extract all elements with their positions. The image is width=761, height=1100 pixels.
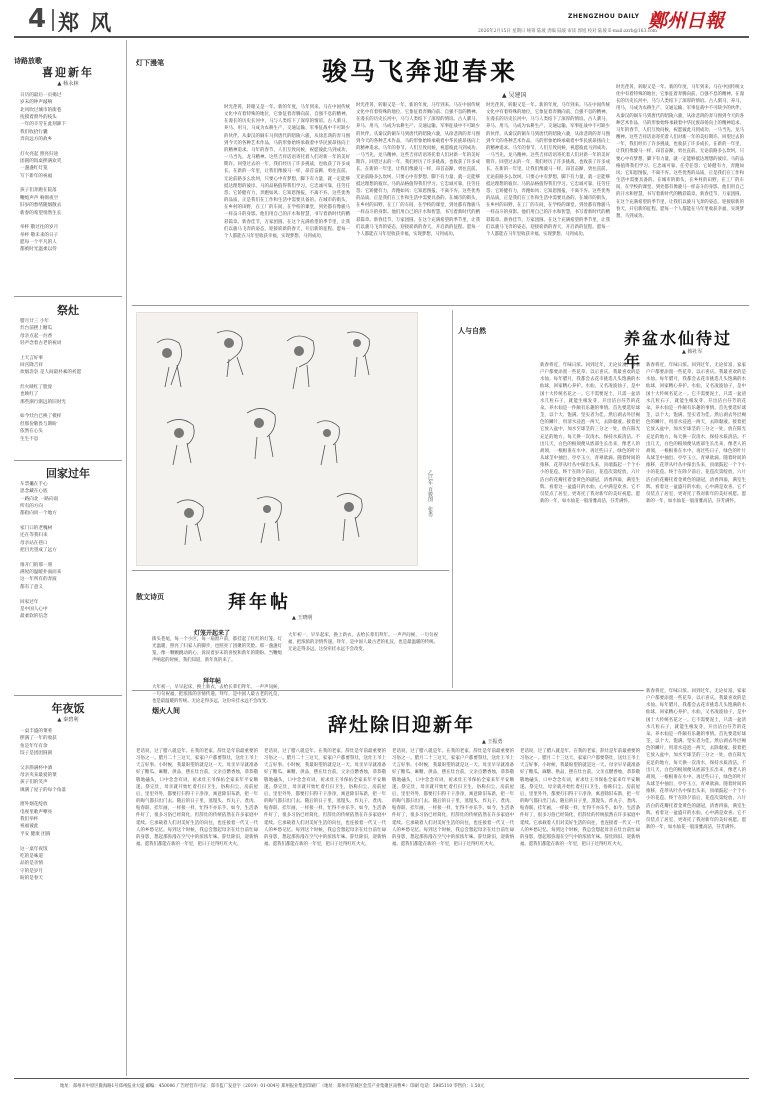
masthead-pinyin: ZHENGZHOU DAILY [568,13,640,20]
essay-author: ▲ 王晓明 [292,615,313,621]
nature-left-rule [452,310,453,688]
poem-2-body: 腊月廿三 小年 灶台前摆上糖瓜 母亲点起一炷香 轻声念着古老的祝词 上天言好事 回宫降吉祥 炊烟袅袅 是人间最朴素的祈愿 灶火映红了脸庞 也映红了 那些渐行渐远的旧时光 如今灶台已换了模样 但那份敬畏与期盼 依然在心头 生生不息 [20,319,82,442]
poem-3-body: 车票攥在手心 思念藏在心底 一路向北 一路向南 所有的方向 都指向同一个地方 家门口的老槐树 还在等我归来 母亲站在巷口 把目光望成了远方 推开门的那一刻 满屋的温暖扑面而来 这一年所有的奔波 都有了意义 回家过年 是中国人心中 最柔软的信念 [20,482,62,620]
bottom-body-col-3: 老话说，过了腊八就是年。在我的老家，辞灶是年前最重要的习俗之一。腊月二十三这天，家家户户都要祭灶，送灶王爷上天言好事。小时候，我最盼望的就是这一天。母亲早早就准备好了糖瓜、麻糖、供品，摆在灶台前。父亲点燃香烛，恭恭敬敬地磕头，口中念念有词，祈求灶王爷保佑全家来年平安顺遂。祭完灶，母亲就开始忙着打扫卫生，俗称扫尘。房前屋后，里里外外，都要打扫得干干净净，寓意除旧布新，把一年的晦气都扫出门去。随后的日子里，蒸馒头、炸丸子、煮肉、贴春联、挂年画，一样接一样，忙得不亦乐乎。如今，生活条件好了，很多习俗已经简化，但辞灶的传统依然在许多家庭中延续。它承载着人们对美好生活的向往，也连接着一代又一代人的乡愁记忆。每到这个时候，我总会想起母亲在灶台前忙碌的身影，想起那弥漫在空气中的浓浓年味。辞灶除旧，迎新纳福。愿我们都能在新的一年里，把日子过得红红火火。 [392,749,514,848]
horse-painting-svg [137,313,419,567]
essay-body-3: 大年初一，早早起床，换上新衣，去给长辈们拜年。一声声问候，一句句祝福，把浓浓的亲情传递。拜年，是中国人最古老的礼仪，也是最温暖的传统。无论走得多远，这份牵挂永远不会改变。 [288,633,438,653]
poem-1-body: 日历的最后一页揭过 岁末的钟声敲响 北风吹过城市的街巷 抚摸着窗外的枝头 一年的辛劳在此刻卸下 我们收拾行囊 奔向远方的故乡 灯火亮起 照亮归途 团圆的饭桌摆满欢笑 一盏盏红灯笼 写下新年的祝福 孩子们奔跑在院落 鞭炮声声 响彻夜空 旧岁的愁绪随烟散去 新春的希望悄然生长 举杯 敬过往的岁月 举杯 敬未来的日子 愿每一个平凡的人 都被时光温柔以待 [20,93,66,253]
lead-body-col-2: 时光荏苒，转眼又是一年。新的年度，马年到来。马在中国传统文化中有着特殊的地位，它象征着奔腾向前、自强不息的精神。在漫长的历史长河中，马与人类结下了深厚的情谊。古人驯马、养马、用马，马成为农耕生产、交通运输、军事征战中不可缺少的伙伴。从秦汉的铜车马到唐代的昭陵六骏，从徐悲鸿的奔马图到今天的各种艺术作品，马的形象始终承载着中华民族昂扬向上的精神追求。马年的春节，人们互致问候，祝愿彼此马到成功、一马当先、龙马精神。这些吉祥话语寄托着人们对新一年的美好期许。回望过去的一年，我们经历了许多挑战，也收获了许多成长。在新的一年里，让我们像骏马一样，昂首奋蹄，勇往直前。无论前路多么坎坷，只要心中有梦想，脚下有力量，就一定能够抵达理想的彼岸。马的品格值得我们学习。它忠诚可靠，任劳任怨；它矫健有力，奔跑如风；它知恩图报，不离不弃。这些优秀的品质，正是我们在工作和生活中需要具备的。在城市的街头，在乡村的田野，在工厂的车间，在学校的课堂，到处都有像骏马一样奋斗的身影。他们用自己的汗水和智慧，书写着新时代的精彩篇章。新春佳节，万家团圆。在这个充满希望的季节里，让我们以骏马飞奔的姿态，迎接崭新的春天，开启新的征程。愿每一个人都能在马年里收获幸福，实现梦想，马到成功。 [356,103,480,237]
page-header [0,0,761,40]
bottom-body-col-1: 老话说，过了腊八就是年。在我的老家，辞灶是年前最重要的习俗之一。腊月二十三这天，家家户户都要祭灶，送灶王爷上天言好事。小时候，我最盼望的就是这一天。母亲早早就准备好了糖瓜、麻糖、供品，摆在灶台前。父亲点燃香烛，恭恭敬敬地磕头，口中念念有词，祈求灶王爷保佑全家来年平安顺遂。祭完灶，母亲就开始忙着打扫卫生，俗称扫尘。房前屋后，里里外外，都要打扫得干干净净，寓意除旧布新，把一年的晦气都扫出门去。随后的日子里，蒸馒头、炸丸子、煮肉、贴春联、挂年画，一样接一样，忙得不亦乐乎。如今，生活条件好了，很多习俗已经简化，但辞灶的传统依然在许多家庭中延续。它承载着人们对美好生活的向往，也连接着一代又一代人的乡愁记忆。每到这个时候，我总会想起母亲在灶台前忙碌的身影，想起那弥漫在空气中的浓浓年味。辞灶除旧，迎新纳福。愿我们都能在新的一年里，把日子过得红红火火。 [136,749,258,848]
bottom-author: ▲ 王振勇 [482,739,503,745]
bottom-top-rule [132,690,644,691]
left-column [14,40,122,1076]
column-label-essay: 散文诗页 [136,592,164,601]
poem-3-title: 回家过年 [46,467,90,480]
essay-title: 拜年帖 [228,592,291,613]
column-label-lamp: 灯下漫笔 [136,58,164,67]
essay-subtitle-1: 灯笼开起来了 [193,630,230,637]
lead-body-col-3: 时光荏苒，转眼又是一年。新的年度，马年到来。马在中国传统文化中有着特殊的地位，它象征着奔腾向前、自强不息的精神。在漫长的历史长河中，马与人类结下了深厚的情谊。古人驯马、养马、用马，马成为农耕生产、交通运输、军事征战中不可缺少的伙伴。从秦汉的铜车马到唐代的昭陵六骏，从徐悲鸿的奔马图到今天的各种艺术作品，马的形象始终承载着中华民族昂扬向上的精神追求。马年的春节，人们互致问候，祝愿彼此马到成功、一马当先、龙马精神。这些吉祥话语寄托着人们对新一年的美好期许。回望过去的一年，我们经历了许多挑战，也收获了许多成长。在新的一年里，让我们像骏马一样，昂首奋蹄，勇往直前。无论前路多么坎坷，只要心中有梦想，脚下有力量，就一定能够抵达理想的彼岸。马的品格值得我们学习。它忠诚可靠，任劳任怨；它矫健有力，奔跑如风；它知恩图报，不离不弃。这些优秀的品质，正是我们在工作和生活中需要具备的。在城市的街头，在乡村的田野，在工厂的车间，在学校的课堂，到处都有像骏马一样奋斗的身影。他们用自己的汗水和智慧，书写着新时代的精彩篇章。新春佳节，万家团圆。在这个充满希望的季节里，让我们以骏马飞奔的姿态，迎接崭新的春天，开启新的征程。愿每一个人都能在马年里收获幸福，实现梦想，马到成功。 [486,103,610,237]
column-label-smoke: 烟火人间 [152,706,180,715]
nature-body-col-2: 新春将近，年味日浓。回到过年，无论贫富，家家户户都要添置一些花草，以示喜庆。我最喜欢的是水仙。每年腊月，我都会去花市挑选几头饱满的水仙球，回家精心养护。水仙，又名凌波仙子，是中国十大传统名花之一。它不需要泥土，只需一盆清水几粒石子，就能生根发芽，开出洁白芬芳的花朵。养水仙是一件颇有乐趣的事情。首先要选好球茎，以个大、饱满、坚实者为佳。然后剥去外层褐色的鳞片，用清水浸泡一两天，去除黏液。接着把它放入盆中，加水至球茎的三分之一处，放在阳光充足的地方。每天换一次清水，保持水质清洁。不出几天，白色的根须便从底部生长出来，像老人的胡须，一根根垂在水中。再过些日子，绿色的叶片从球茎中抽出，亭亭玉立，青翠欲滴。随着时间的推移，花葶从叶丛中探出头来，顶端鼓起一个个小小的花苞。终于在除夕前后，花苞次第绽放，六片洁白的花瓣托着金黄色的副冠，清香四溢，满室生辉。看着这一盆盛开的水仙，心中满是欢喜。它不仅装点了居室，更寄托了我对新年的美好祝愿。愿新的一年，如水仙花一般清雅高洁，芬芳满怀。 [646,363,746,504]
column-label-poetry: 诗路放歌 [14,56,42,65]
header-rule [14,36,749,38]
header-meta: 2026年2月15日 星期日 统筹 陆坡 责编 陆坡 审读 郭旭 校对 陆坡 E-mail:zzrb@163.com [478,29,657,34]
lead-article [132,40,749,304]
poem-4-author: ▲ 秦碧利 [57,717,79,723]
nature-title: 养盆水仙待过年 [624,329,733,371]
left-divider-1 [14,296,122,297]
bottom-body-col-4: 老话说，过了腊八就是年。在我的老家，辞灶是年前最重要的习俗之一。腊月二十三这天，家家户户都要祭灶，送灶王爷上天言好事。小时候，我最盼望的就是这一天。母亲早早就准备好了糖瓜、麻糖、供品，摆在灶台前。父亲点燃香烛，恭恭敬敬地磕头，口中念念有词，祈求灶王爷保佑全家来年平安顺遂。祭完灶，母亲就开始忙着打扫卫生，俗称扫尘。房前屋后，里里外外，都要打扫得干干净净，寓意除旧布新，把一年的晦气都扫出门去。随后的日子里，蒸馒头、炸丸子、煮肉、贴春联、挂年画，一样接一样，忙得不亦乐乎。如今，生活条件好了，很多习俗已经简化，但辞灶的传统依然在许多家庭中延续。它承载着人们对美好生活的向往，也连接着一代又一代人的乡愁记忆。每到这个时候，我总会想起母亲在灶台前忙碌的身影，想起那弥漫在空气中的浓浓年味。辞灶除旧，迎新纳福。愿我们都能在新的一年里，把日子过得红红火火。 [520,749,640,848]
page-number: 4 [28,4,47,34]
footer-rule [14,1078,749,1079]
left-divider-3 [14,695,122,696]
nature-body-col-3: 新春将近，年味日浓。回到过年，无论贫富，家家户户都要添置一些花草，以示喜庆。我最喜欢的是水仙。每年腊月，我都会去花市挑选几头饱满的水仙球，回家精心养护。水仙，又名凌波仙子，是中国十大传统名花之一。它不需要泥土，只需一盆清水几粒石子，就能生根发芽，开出洁白芬芳的花朵。养水仙是一件颇有乐趣的事情。首先要选好球茎，以个大、饱满、坚实者为佳。然后剥去外层褐色的鳞片，用清水浸泡一两天，去除黏液。接着把它放入盆中，加水至球茎的三分之一处，放在阳光充足的地方。每天换一次清水，保持水质清洁。不出几天，白色的根须便从底部生长出来，像老人的胡须，一根根垂在水中。再过些日子，绿色的叶片从球茎中抽出，亭亭玉立，青翠欲滴。随着时间的推移，花葶从叶丛中探出头来，顶端鼓起一个个小小的花苞。终于在除夕前后，花苞次第绽放，六片洁白的花瓣托着金黄色的副冠，清香四溢，满室生辉。看着这一盆盛开的水仙，心中满是欢喜。它不仅装点了居室，更寄托了我对新年的美好祝愿。愿新的一年，如水仙花一般清雅高洁，芬芳满怀。 [646,689,746,830]
lead-body-col-4: 时光荏苒，转眼又是一年。新的年度，马年到来。马在中国传统文化中有着特殊的地位，它象征着奔腾向前、自强不息的精神。在漫长的历史长河中，马与人类结下了深厚的情谊。古人驯马、养马、用马，马成为农耕生产、交通运输、军事征战中不可缺少的伙伴。从秦汉的铜车马到唐代的昭陵六骏，从徐悲鸿的奔马图到今天的各种艺术作品，马的形象始终承载着中华民族昂扬向上的精神追求。马年的春节，人们互致问候，祝愿彼此马到成功、一马当先、龙马精神。这些吉祥话语寄托着人们对新一年的美好期许。回望过去的一年，我们经历了许多挑战，也收获了许多成长。在新的一年里，让我们像骏马一样，昂首奋蹄，勇往直前。无论前路多么坎坷，只要心中有梦想，脚下有力量，就一定能够抵达理想的彼岸。马的品格值得我们学习。它忠诚可靠，任劳任怨；它矫健有力，奔跑如风；它知恩图报，不离不弃。这些优秀的品质，正是我们在工作和生活中需要具备的。在城市的街头，在乡村的田野，在工厂的车间，在学校的课堂，到处都有像骏马一样奋斗的身影。他们用自己的汗水和智慧，书写着新时代的精彩篇章。新春佳节，万家团圆。在这个充满希望的季节里，让我们以骏马飞奔的姿态，迎接崭新的春天，开启新的征程。愿每一个人都能在马年里收获幸福，实现梦想，马到成功。 [616,85,744,219]
masthead-logo: 鄭州日報 [648,10,725,32]
bottom-article [132,692,644,1076]
essay-poem [132,572,449,705]
lead-bottom-rule [132,305,749,306]
nature-body-col-1: 新春将近，年味日浓。回到过年，无论贫富，家家户户都要添置一些花草，以示喜庆。我最喜欢的是水仙。每年腊月，我都会去花市挑选几头饱满的水仙球，回家精心养护。水仙，又名凌波仙子，是中国十大传统名花之一。它不需要泥土，只需一盆清水几粒石子，就能生根发芽，开出洁白芬芳的花朵。养水仙是一件颇有乐趣的事情。首先要选好球茎，以个大、饱满、坚实者为佳。然后剥去外层褐色的鳞片，用清水浸泡一两天，去除黏液。接着把它放入盆中，加水至球茎的三分之一处，放在阳光充足的地方。每天换一次清水，保持水质清洁。不出几天，白色的根须便从底部生长出来，像老人的胡须，一根根垂在水中。再过些日子，绿色的叶片从球茎中抽出，亭亭玉立，青翠欲滴。随着时间的推移，花葶从叶丛中探出头来，顶端鼓起一个个小小的花苞。终于在除夕前后，花苞次第绽放，六片洁白的花瓣托着金黄色的副冠，清香四溢，满室生辉。看着这一盆盛开的水仙，心中满是欢喜。它不仅装点了居室，更寄托了我对新年的美好祝愿。愿新的一年，如水仙花一般清雅高洁，芬芳满怀。 [540,363,640,504]
essay-body-1: 街头巷尾，每一个小区，每一扇窗户前，都挂起了红红的灯笼。灯光温暖，照亮了归家人的脚步，也照亮了团聚的笑脸。那一盏盏灯笼，像一颗颗跳动的心，诉说着岁末的喜悦和新年的期盼。当鞭炮声响起的时候，我们知道，新年真的来了。 [152,637,282,664]
column-label-people: 人与自然 [458,326,486,335]
essay-top-rule [132,570,449,571]
left-divider-2 [14,460,122,461]
poem-4-body: 一桌丰盛的菜肴 摆满了一年的收获 鱼是年年有余 饺子是团团圆圆 父亲斟满杯中酒 母亲夹来最爱的菜 孩子们的笑声 填满了屋子的每个角落 窗外烟花绽放 电视里歌声嘹亮 我们举杯 祝福彼此 平安 健康 团圆 这一桌年夜饭 吃的是味道 品的是亲情 守的是岁月 盼的是春天 [20,729,66,881]
painting-caption: 乙巳年 百骏图 张勇 [427,470,433,517]
poem-1-title: 喜迎新年 [42,66,94,79]
footer-info: 地址：郑州市中原区陇海路1号郑州报业大厦 邮编：450006 广告经营许可证：郑市监广发登字（2019）01-004号 郑州报业集团印刷厂（地址：郑州市管城区金岱产业集聚区南曹乡）印刷 电话：5985110 零售价：1.50元 [60,1084,485,1089]
bottom-title: 辞灶除旧迎新年 [328,714,476,736]
lead-title: 骏马飞奔迎春来 [322,57,519,86]
essay-body-2: 大年初一，早早起床，换上新衣，去给长辈们拜年。一声声问候，一句句祝福，把浓浓的亲情传递。拜年，是中国人最古老的礼仪，也是最温暖的传统。无论走得多远，这份牵挂永远不会改变。 [152,685,282,705]
essay-subtitle-2: 拜年帖 [202,678,221,685]
section-title: 郑 风 [58,10,114,35]
nature-author: ▲ 韩社军 [682,349,703,355]
page-number-divider [52,9,54,31]
poem-4-title: 年夜饭 [51,702,85,715]
lead-author: ▲ 吴建国 [502,92,527,99]
poem-1-author: ▲ 杨永林 [57,81,79,87]
lead-body-col-1: 时光荏苒，转眼又是一年。新的年度，马年到来。马在中国传统文化中有着特殊的地位，它象征着奔腾向前、自强不息的精神。在漫长的历史长河中，马与人类结下了深厚的情谊。古人驯马、养马、用马，马成为农耕生产、交通运输、军事征战中不可缺少的伙伴。从秦汉的铜车马到唐代的昭陵六骏，从徐悲鸿的奔马图到今天的各种艺术作品，马的形象始终承载着中华民族昂扬向上的精神追求。马年的春节，人们互致问候，祝愿彼此马到成功、一马当先、龙马精神。这些吉祥话语寄托着人们对新一年的美好期许。回望过去的一年，我们经历了许多挑战，也收获了许多成长。在新的一年里，让我们像骏马一样，昂首奋蹄，勇往直前。无论前路多么坎坷，只要心中有梦想，脚下有力量，就一定能够抵达理想的彼岸。马的品格值得我们学习。它忠诚可靠，任劳任怨；它矫健有力，奔跑如风；它知恩图报，不离不弃。这些优秀的品质，正是我们在工作和生活中需要具备的。在城市的街头，在乡村的田野，在工厂的车间，在学校的课堂，到处都有像骏马一样奋斗的身影。他们用自己的汗水和智慧，书写着新时代的精彩篇章。新春佳节，万家团圆。在这个充满希望的季节里，让我们以骏马飞奔的姿态，迎接崭新的春天，开启新的征程。愿每一个人都能在马年里收获幸福，实现梦想，马到成功。 [224,105,350,239]
horse-painting [136,312,418,566]
poem-2-title: 祭灶 [57,304,79,317]
left-column-rule [126,40,127,1076]
bottom-body-col-2: 老话说，过了腊八就是年。在我的老家，辞灶是年前最重要的习俗之一。腊月二十三这天，家家户户都要祭灶，送灶王爷上天言好事。小时候，我最盼望的就是这一天。母亲早早就准备好了糖瓜、麻糖、供品，摆在灶台前。父亲点燃香烛，恭恭敬敬地磕头，口中念念有词，祈求灶王爷保佑全家来年平安顺遂。祭完灶，母亲就开始忙着打扫卫生，俗称扫尘。房前屋后，里里外外，都要打扫得干干净净，寓意除旧布新，把一年的晦气都扫出门去。随后的日子里，蒸馒头、炸丸子、煮肉、贴春联、挂年画，一样接一样，忙得不亦乐乎。如今，生活条件好了，很多习俗已经简化，但辞灶的传统依然在许多家庭中延续。它承载着人们对美好生活的向往，也连接着一代又一代人的乡愁记忆。每到这个时候，我总会想起母亲在灶台前忙碌的身影，想起那弥漫在空气中的浓浓年味。辞灶除旧，迎新纳福。愿我们都能在新的一年里，把日子过得红红火火。 [264,749,386,848]
